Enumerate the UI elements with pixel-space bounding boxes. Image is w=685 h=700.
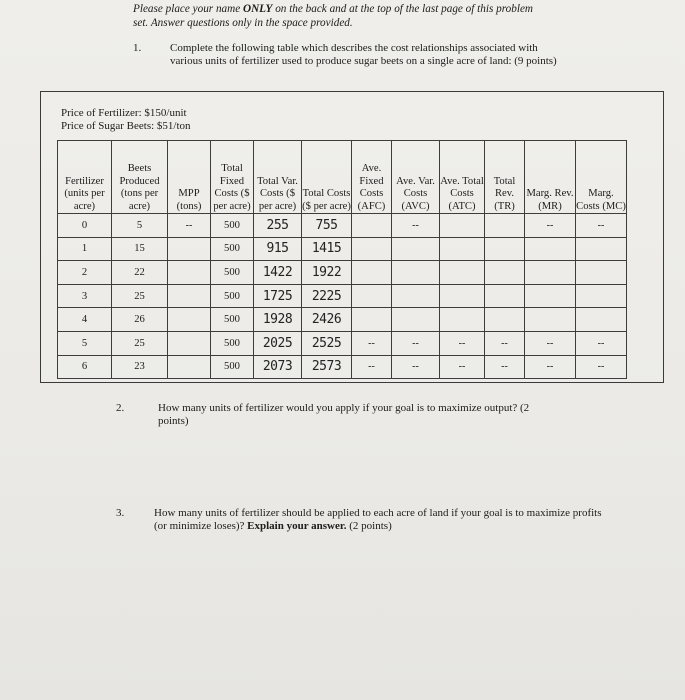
cell-tr[interactable]: -- (485, 331, 525, 355)
cell-beets: 25 (112, 284, 168, 308)
cell-beets: 25 (112, 331, 168, 355)
table-row (58, 331, 627, 355)
cell-tc[interactable]: 1922 (302, 261, 352, 285)
cell-tfc: 500 (211, 331, 254, 355)
price-fertilizer: Price of Fertilizer: $150/unit (61, 107, 187, 119)
cost-table-header-row (58, 141, 627, 214)
question-3-text-b: (2 points) (346, 520, 392, 532)
cell-beets: 23 (112, 355, 168, 379)
table-row (58, 355, 627, 379)
cell-atc[interactable] (440, 308, 485, 332)
cell-atc[interactable] (440, 284, 485, 308)
cell-fertilizer: 4 (58, 308, 112, 332)
header-beets: Beets Produced (tons per acre) (112, 141, 168, 214)
cell-fertilizer: 0 (58, 214, 112, 238)
cell-mc[interactable] (576, 237, 627, 261)
cell-beets: 22 (112, 261, 168, 285)
cell-tfc: 500 (211, 214, 254, 238)
cell-mpp[interactable] (168, 331, 211, 355)
cell-afc[interactable] (352, 308, 392, 332)
header-tr: Total Rev. (TR) (485, 141, 525, 214)
cell-mr[interactable] (525, 237, 576, 261)
cell-mr[interactable]: -- (525, 355, 576, 379)
price-block (61, 107, 191, 133)
table-row (58, 261, 627, 285)
cell-mr[interactable]: -- (525, 331, 576, 355)
cell-mc[interactable] (576, 308, 627, 332)
cell-tfc: 500 (211, 355, 254, 379)
cell-beets: 5 (112, 214, 168, 238)
cell-tvc[interactable]: 1725 (254, 284, 302, 308)
cell-tvc[interactable]: 255 (254, 214, 302, 238)
cell-tvc[interactable]: 2073 (254, 355, 302, 379)
header-afc: Ave. Fixed Costs (AFC) (352, 141, 392, 214)
cell-avc[interactable] (392, 261, 440, 285)
question-3-text-a: How many units of fertilizer should be applied to each acre of land if your goal is to maximize profits (or minimize loses)? (154, 507, 602, 532)
cell-tfc: 500 (211, 261, 254, 285)
header-tvc: Total Var. Costs ($ per acre) (254, 141, 302, 214)
cell-mr[interactable] (525, 284, 576, 308)
cell-avc[interactable] (392, 308, 440, 332)
table-row (58, 237, 627, 261)
instructions (133, 2, 603, 30)
cell-mpp[interactable] (168, 261, 211, 285)
cell-mpp[interactable] (168, 284, 211, 308)
header-tfc: Total Fixed Costs ($ per acre) (211, 141, 254, 214)
table-row (58, 284, 627, 308)
question-3-explain-bold: Explain your answer. (247, 520, 347, 532)
header-tc: Total Costs ($ per acre) (302, 141, 352, 214)
question-2-text: How many units of fertilizer would you apply if your goal is to maximize output? (2 points) (158, 402, 530, 427)
cell-tr[interactable] (485, 214, 525, 238)
question-1-text: Complete the following table which describes the cost relationships associated with various units of fertilizer used to produce sugar beets on a single acre of land: (9 points) (170, 42, 557, 67)
cell-mc[interactable]: -- (576, 355, 627, 379)
cell-tr[interactable] (485, 284, 525, 308)
cell-mc[interactable]: -- (576, 331, 627, 355)
price-beets: Price of Sugar Beets: $51/ton (61, 120, 191, 132)
cell-afc[interactable] (352, 214, 392, 238)
header-avc: Ave. Var. Costs (AVC) (392, 141, 440, 214)
header-fertilizer: Fertilizer (units per acre) (58, 141, 112, 214)
cell-beets: 15 (112, 237, 168, 261)
table-row (58, 308, 627, 332)
cell-tr[interactable] (485, 308, 525, 332)
question-2-number: 2. (116, 402, 125, 414)
cell-tc[interactable]: 2426 (302, 308, 352, 332)
cell-mc[interactable] (576, 261, 627, 285)
cell-mpp[interactable]: -- (168, 214, 211, 238)
cell-atc[interactable] (440, 237, 485, 261)
cell-tfc: 500 (211, 284, 254, 308)
cell-mr[interactable]: -- (525, 214, 576, 238)
cell-atc[interactable] (440, 214, 485, 238)
header-atc: Ave. Total Costs (ATC) (440, 141, 485, 214)
header-mr: Marg. Rev. (MR) (525, 141, 576, 214)
cell-tfc: 500 (211, 308, 254, 332)
cell-beets: 26 (112, 308, 168, 332)
cell-atc[interactable]: -- (440, 331, 485, 355)
cell-atc[interactable] (440, 261, 485, 285)
cell-tfc: 500 (211, 237, 254, 261)
instructions-line1-a: Please place your name (133, 3, 243, 15)
cell-mpp[interactable] (168, 308, 211, 332)
cell-tr[interactable] (485, 261, 525, 285)
question-1-number: 1. (133, 42, 142, 54)
cell-tvc[interactable]: 1928 (254, 308, 302, 332)
cell-avc[interactable]: -- (392, 214, 440, 238)
header-mc: Marg. Costs (MC) (576, 141, 627, 214)
cell-tvc[interactable]: 1422 (254, 261, 302, 285)
cell-mr[interactable] (525, 261, 576, 285)
cell-tc[interactable]: 755 (302, 214, 352, 238)
cell-avc[interactable]: -- (392, 355, 440, 379)
cell-fertilizer: 5 (58, 331, 112, 355)
cell-tc[interactable]: 2525 (302, 331, 352, 355)
cell-tc[interactable]: 2573 (302, 355, 352, 379)
cell-afc[interactable] (352, 284, 392, 308)
header-mpp: MPP (tons) (168, 141, 211, 214)
cell-mpp[interactable] (168, 237, 211, 261)
cell-tvc[interactable]: 2025 (254, 331, 302, 355)
cell-afc[interactable]: -- (352, 331, 392, 355)
cell-tc[interactable]: 2225 (302, 284, 352, 308)
cell-mpp[interactable] (168, 355, 211, 379)
question-3-text (154, 507, 614, 533)
cell-mr[interactable] (525, 308, 576, 332)
question-3-number: 3. (116, 507, 125, 519)
instructions-line1-b: on the back and at the top of the last page of this problem (272, 3, 534, 15)
cell-tr[interactable] (485, 237, 525, 261)
table-row (58, 214, 627, 238)
cell-fertilizer: 6 (58, 355, 112, 379)
cell-afc[interactable]: -- (352, 355, 392, 379)
cell-mc[interactable] (576, 284, 627, 308)
cell-mc[interactable]: -- (576, 214, 627, 238)
cell-avc[interactable]: -- (392, 331, 440, 355)
cell-afc[interactable] (352, 237, 392, 261)
cell-tc[interactable]: 1415 (302, 237, 352, 261)
cell-fertilizer: 1 (58, 237, 112, 261)
cell-tr[interactable]: -- (485, 355, 525, 379)
cell-atc[interactable]: -- (440, 355, 485, 379)
cell-fertilizer: 2 (58, 261, 112, 285)
cell-tvc[interactable]: 915 (254, 237, 302, 261)
cell-avc[interactable] (392, 284, 440, 308)
cell-afc[interactable] (352, 261, 392, 285)
cell-avc[interactable] (392, 237, 440, 261)
cell-fertilizer: 3 (58, 284, 112, 308)
instructions-only-bold: ONLY (242, 3, 273, 15)
instructions-line2: set. Answer questions only in the space provided. (133, 17, 353, 29)
cost-table (57, 140, 627, 379)
